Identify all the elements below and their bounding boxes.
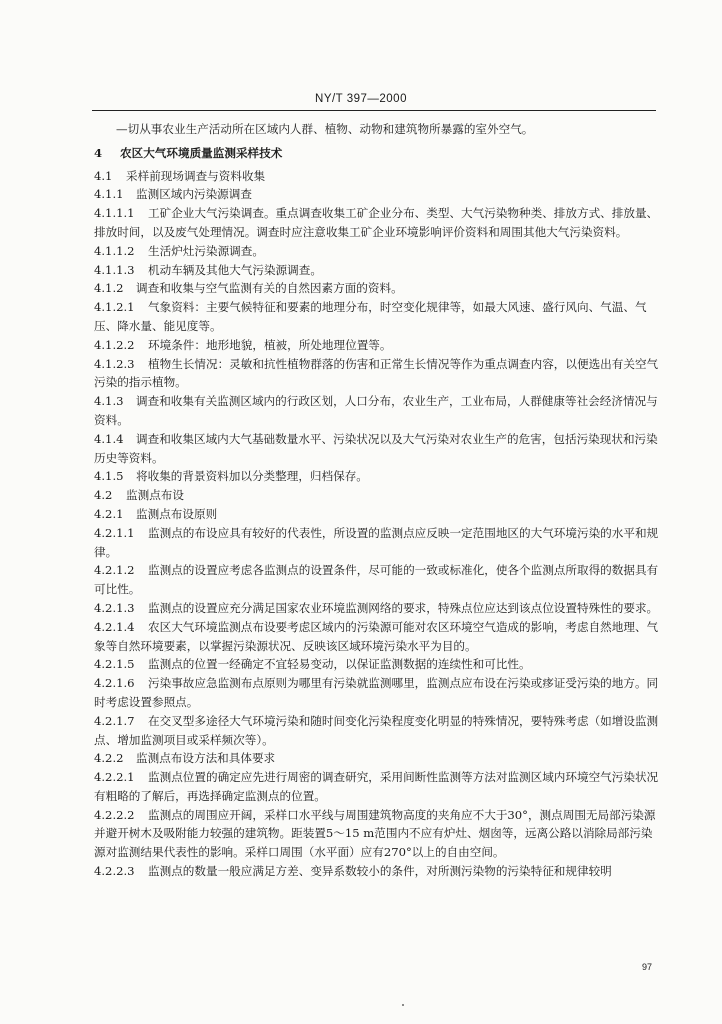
clause: 4.1.2.3 植物生长情况：灵敏和抗性植物群落的伤害和正常生长情况等作为重点调查内容，以便选出有关空气污染的指示植物。 (94, 356, 659, 390)
clause: 4.2.1.1 监测点的布设应具有较好的代表性，所设置的监测点应反映一定范围地区的大气环境污染的水平和规律。 (94, 525, 659, 559)
clause: 4.1.1.1 工矿企业大气污染调查。重点调查收集工矿企业分布、类型、大气污染物种类、排放方式、排放量、排放时间，以及废气处理情况。调查时应注意收集工矿企业环境影响评价资料和周围其他大气污染资料。 (94, 206, 659, 239)
clause: 4.1.2.2 环境条件：地形地貌，植被，所处地理位置等。 (94, 337, 392, 352)
clause: 4.2.2.3 监测点的数量一般应满足方差、变异系数较小的条件，对所测污染物的污染特征和规律较明 (94, 864, 612, 879)
clause: 4.1.2.1 气象资料：主要气候特征和要素的地理分布，时空变化规律等，如最大风速、盛行风向、气温、气压、降水量、能见度等。 (94, 300, 647, 333)
page-header (0, 93, 722, 105)
clause: 4.2.1.7 在交叉型多途径大气环境污染和随时间变化污染程度变化明显的特殊情况，要特殊考虑（如增设监测点、增加监测项目或采样频次等）。 (94, 713, 659, 747)
clause: 4.2.2.2 监测点的周围应开阔，采样口水平线与周围建筑物高度的夹角应不大于30°，测点周围无局部污染源并避开树木及吸附能力较强的建筑物。距装置5～15 m范围内不应有炉灶、烟囱等，远离公路以消除局部污染源对监测结果代表性的影响。采样口周围（水平面）应有270°以上的自由空间。 (94, 807, 656, 860)
clause: 4.1.4 调查和收集区域内大气基础数量水平、污染状况以及大气污染对农业生产的危害，包括污染现状和污染历史等资料。 (94, 431, 658, 465)
clause: 4.1.5 将收集的背景资料加以分类整理，归档保存。 (94, 469, 368, 484)
clause: 4.1.1.2 生活炉灶污染源调查。 (94, 243, 264, 258)
clause: 4.1 采样前现场调查与资料收集 (94, 168, 266, 183)
clause: 4.2 监测点布设 (94, 488, 184, 503)
clause: 4.1.1 监测区域内污染源调查 (94, 187, 252, 202)
clause: 4.2.1.5 监测点的位置一经确定不宜轻易变动，以保证监测数据的连续性和可比性。 (94, 657, 531, 672)
clause: 4.1.1.3 机动车辆及其他大气污染源调查。 (94, 262, 322, 277)
intro-paragraph: —切从事农业生产活动所在区域内人群、植物、动物和建筑物所暴露的室外空气。 (116, 122, 534, 136)
clause: 4.2.2 监测点布设方法和具体要求 (94, 751, 276, 766)
body-text (94, 120, 660, 881)
clause: 4.2.1.3 监测点的设置应充分满足国家农业环境监测网络的要求，特殊点位应达到该点位设置特殊性的要求。 (94, 600, 659, 615)
section-heading: 4 农区大气环境质量监测采样技术 (94, 145, 283, 160)
standard-code: NY/T 397—2000 (315, 93, 407, 105)
clause: 4.2.2.1 监测点位置的确定应先进行周密的调查研究，采用间断性监测等方法对监测区域内环境空气污染状况有粗略的了解后，再选择确定监测点的位置。 (94, 770, 659, 803)
page-number: 97 (641, 962, 652, 972)
scan-speck (402, 1004, 404, 1006)
header-rule (92, 110, 656, 111)
clause: 4.1.2 调查和收集与空气监测有关的自然因素方面的资料。 (94, 281, 403, 296)
clause: 4.1.3 调查和收集有关监测区域内的行政区划，人口分布，农业生产，工业布局，人群健康等社会经济情况与资料。 (94, 394, 658, 427)
clause: 4.2.1.2 监测点的设置应考虑各监测点的设置条件，尽可能的一致或标准化，使各个监测点所取得的数据具有可比性。 (94, 563, 659, 597)
clause: 4.2.1.6 污染事故应急监测布点原则为哪里有污染就监测哪里，监测点应布设在污染或痑证受污染的地方。同时考虑设置参照点。 (94, 676, 659, 709)
clause: 4.2.1 监测点布设原则 (94, 506, 218, 521)
clause: 4.2.1.4 农区大气环境监测点布设要考虑区域内的污染源可能对农区环境空气造成的影响，考虑自然地理、气象等自然环境要素，以掌握污染源状况、反映该区域环境污染水平为目的。 (94, 619, 659, 653)
